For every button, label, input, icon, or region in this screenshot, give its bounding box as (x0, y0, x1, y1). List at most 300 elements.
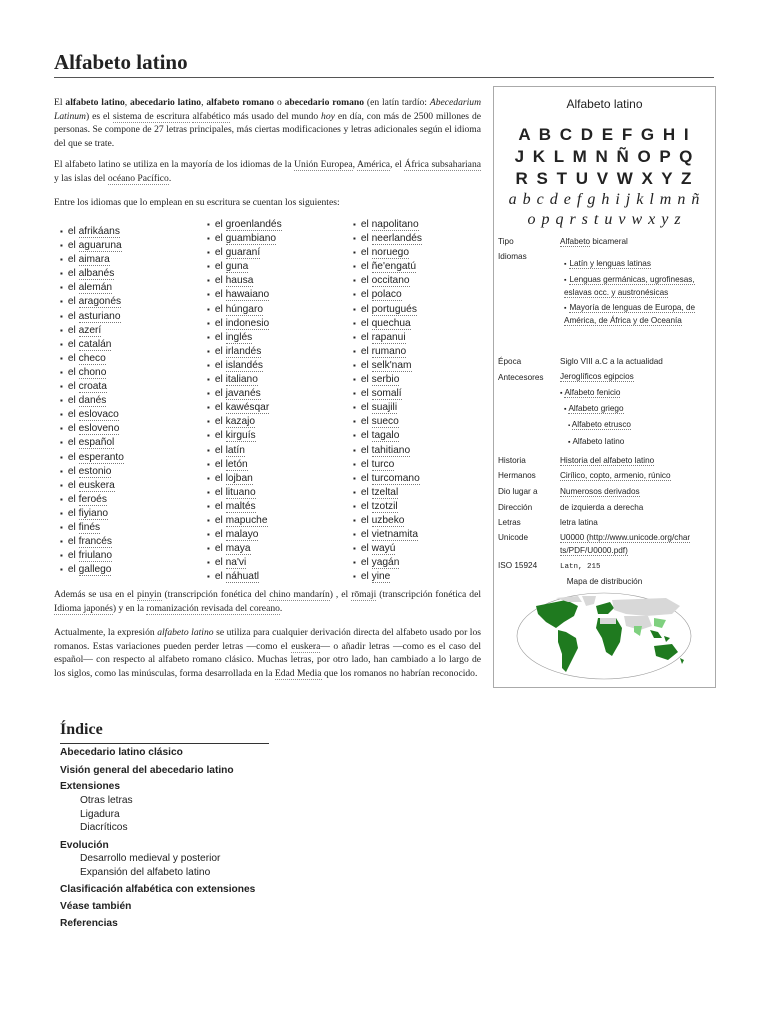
lowercase-letters-row: o p q r s t u v w x y z (527, 211, 682, 228)
link-pinyin[interactable]: pinyin (137, 589, 162, 600)
language-link[interactable]: lojban (225, 472, 253, 484)
language-article: el (214, 500, 226, 512)
language-link[interactable]: portugués (371, 303, 417, 315)
language-article: el (67, 465, 79, 477)
language-article: el (214, 402, 226, 414)
language-link[interactable]: alemán (78, 282, 113, 294)
language-link[interactable]: danés (78, 395, 107, 407)
language-article: el (214, 275, 226, 287)
romanization-paragraph (54, 588, 481, 615)
language-link[interactable]: islandés (225, 359, 263, 371)
language-list-item (207, 317, 282, 331)
language-link[interactable]: hausa (225, 275, 254, 287)
language-article: el (360, 388, 372, 400)
epoca-value: Siglo VIII a.C a la actualidad (560, 357, 663, 366)
language-link[interactable]: checo (78, 352, 106, 364)
language-link[interactable]: serbio (371, 374, 400, 386)
language-list-item (207, 288, 282, 302)
language-article: el (214, 219, 226, 230)
language-link[interactable]: inglés (225, 331, 253, 343)
language-list-item (353, 218, 422, 232)
link-unicode[interactable] (560, 533, 690, 556)
language-list-item (353, 458, 422, 472)
language-link[interactable]: somalí (371, 388, 402, 400)
language-article: el (214, 529, 226, 541)
language-article: el (214, 514, 226, 526)
language-list-item (207, 444, 282, 458)
language-list-item (353, 542, 422, 556)
text: se utiliza para cualquier derivación directa del alfabeto usado por los romanos. Estas variaciones pueden perder letras —como el (54, 627, 481, 652)
language-link[interactable]: tzotzil (371, 500, 398, 512)
language-list-item (207, 556, 282, 570)
link-euskera[interactable]: euskera (291, 640, 321, 652)
letras-value: letra latina (560, 518, 598, 527)
antecesores-label: Antecesores (498, 373, 544, 382)
language-link[interactable]: malayo (225, 529, 259, 541)
language-list-item (353, 429, 422, 443)
language-link[interactable]: neerlandés (371, 233, 423, 245)
language-link[interactable]: letón (225, 458, 248, 470)
language-list-item (207, 429, 282, 443)
text: ) y en la (112, 602, 147, 614)
language-link[interactable]: napolitano (371, 219, 419, 230)
language-article: el (67, 451, 79, 463)
language-list-item (60, 310, 124, 324)
language-link[interactable]: vietnamita (371, 529, 419, 541)
language-link[interactable]: groenlandés (225, 219, 282, 230)
letras-label: Letras (498, 518, 521, 527)
text: — o añadir letras —como es el caso del español— con respecto al alfabeto romano clásico. Muchas letras, por otro lado, han cambiado a lo largo de los siglos, como las minúsculas, forma desarrollada en la (54, 640, 481, 679)
language-list-item (207, 218, 282, 232)
text: U0000 (http://www.unicode.org/char (560, 533, 691, 542)
language-list-item (207, 458, 282, 472)
language-article: el (67, 366, 79, 378)
language-link[interactable]: guna (225, 261, 249, 273)
language-link[interactable]: fiyiano (78, 507, 109, 519)
language-list-item (207, 274, 282, 288)
language-article: el (360, 571, 372, 583)
text: (transcripción fonética del (376, 589, 481, 600)
language-list-col2 (207, 218, 282, 584)
language-list-item (207, 359, 282, 373)
toc-item-vision-general[interactable]: Visión general del abecedario latino (60, 765, 234, 776)
link-africa-subsahariana[interactable]: África subsahariana (404, 159, 481, 170)
language-article: el (214, 374, 226, 386)
language-article: el (360, 303, 372, 315)
language-link[interactable]: kirguís (225, 430, 256, 442)
epoca-label: Época (498, 357, 522, 366)
language-link[interactable]: kawésqar (225, 402, 270, 414)
link-alfabeto[interactable]: Alfabeto (560, 237, 591, 246)
language-list-item (60, 366, 124, 380)
toc-item-extensiones[interactable]: Extensiones (60, 781, 121, 792)
lowercase-letters-row: a b c d e f g h i j k l m n ñ (508, 191, 701, 208)
text: Alfabeto latino (572, 437, 625, 446)
language-link[interactable]: húngaro (225, 303, 263, 315)
toc-item-otras-letras[interactable]: Otras letras (80, 795, 133, 806)
language-link[interactable]: lituano (225, 486, 256, 498)
bold-term: alfabeto romano (206, 97, 275, 108)
toc-title: Índice (60, 721, 103, 738)
link-sistema-escritura[interactable]: sistema de escritura (112, 110, 190, 122)
link-derivados[interactable]: Numerosos derivados (560, 487, 640, 496)
language-list-item (60, 281, 124, 295)
link-edad-media[interactable]: Edad Media (274, 667, 322, 679)
toc-item-ligadura[interactable]: Ligadura (80, 809, 120, 820)
language-article: el (214, 416, 226, 428)
text: Además se usa en el (54, 589, 137, 600)
text: , (201, 97, 207, 108)
language-link[interactable]: gallego (78, 564, 112, 576)
bold-term: alfabeto latino (65, 97, 125, 108)
language-link[interactable]: turcomano (371, 472, 420, 484)
language-link[interactable]: kazajo (225, 416, 256, 428)
language-article: el (67, 423, 79, 435)
language-list-item (207, 232, 282, 246)
language-list-item (60, 451, 124, 465)
historia-value (560, 455, 712, 468)
language-article: el (67, 507, 79, 519)
language-link[interactable]: estonio (78, 465, 112, 477)
language-list-item (60, 324, 124, 338)
language-list-item (60, 422, 124, 436)
language-article: el (360, 472, 372, 484)
toc-item-clasificacion[interactable]: Clasificación alfabética con extensiones (60, 884, 256, 895)
text: o (274, 97, 285, 108)
language-article: el (214, 486, 226, 498)
language-article: el (214, 331, 226, 343)
language-list-item (60, 507, 124, 521)
bold-term: abecedario romano (284, 97, 365, 108)
language-article: el (360, 331, 372, 343)
direccion-label: Dirección (498, 503, 533, 512)
language-link[interactable]: italiano (225, 374, 258, 386)
language-list-item (60, 465, 124, 479)
italic-term: Abecedarium Latinum (54, 97, 481, 122)
text: , (124, 97, 131, 108)
language-link[interactable]: maya (225, 543, 251, 555)
language-link[interactable]: guaraní (225, 247, 261, 259)
language-link[interactable]: yine (371, 571, 391, 583)
uppercase-letters-row: R S T U V W X Y Z (515, 169, 694, 188)
language-list-item (207, 303, 282, 317)
idiomas-label: Idiomas (498, 252, 527, 261)
derivation-paragraph (54, 626, 481, 680)
language-link[interactable]: uzbeko (371, 514, 405, 526)
toc-item-vease-tambien[interactable]: Véase también (60, 901, 132, 912)
language-link[interactable]: finés (78, 521, 101, 533)
language-list-item (60, 436, 124, 450)
title-divider (54, 77, 714, 78)
language-list-item (60, 295, 124, 309)
language-article: el (67, 409, 79, 421)
language-list-item (60, 239, 124, 253)
language-list-item (353, 500, 422, 514)
language-article: el (360, 514, 372, 526)
text: más usado del mundo (230, 110, 322, 122)
language-link[interactable]: catalán (78, 338, 112, 350)
language-article: el (360, 374, 372, 386)
language-article: el (67, 310, 79, 322)
language-link[interactable]: friulano (78, 550, 113, 562)
language-list-item (353, 387, 422, 401)
language-link[interactable]: asturiano (78, 310, 121, 322)
language-link[interactable]: sueco (371, 416, 399, 428)
language-article: el (360, 359, 372, 371)
language-list-item (60, 267, 124, 281)
language-list-item (60, 521, 124, 535)
toc-item-referencias[interactable]: Referencias (60, 918, 118, 929)
language-list-item (353, 274, 422, 288)
language-list-item (207, 401, 282, 415)
language-link[interactable]: indonesio (225, 317, 270, 329)
language-list-item (60, 493, 124, 507)
text: El alfabeto latino se utiliza en la mayoría de los idiomas de la (54, 159, 295, 170)
language-link[interactable]: occitano (371, 275, 410, 287)
language-article: el (360, 233, 372, 245)
uppercase-letters-row: J K L M N Ñ O P Q (514, 147, 695, 166)
language-article: el (360, 261, 372, 273)
language-article: el (360, 444, 372, 456)
language-list-item (353, 331, 422, 345)
language-link[interactable]: chono (78, 366, 107, 378)
iso-value: Latn, 215 (560, 563, 601, 571)
toc-item-evolucion[interactable]: Evolución (60, 840, 109, 851)
text: (en latín tardío: (364, 97, 430, 108)
language-link[interactable]: irlandés (225, 345, 262, 357)
language-list-item (60, 408, 124, 422)
language-article: el (360, 219, 372, 230)
language-article: el (360, 402, 372, 414)
language-list-item (207, 542, 282, 556)
text: , el (390, 159, 405, 170)
language-article: el (214, 345, 226, 357)
dio-value (560, 486, 712, 499)
language-link[interactable]: esloveno (78, 423, 120, 435)
language-link[interactable]: croata (78, 381, 107, 393)
toc-item-diacriticos[interactable]: Diacríticos (80, 822, 128, 833)
link-alfabeto-fenicio[interactable]: Alfabeto fenicio (564, 388, 621, 397)
language-article: el (360, 416, 372, 428)
language-link[interactable]: euskera (78, 479, 115, 491)
direccion-value: de izquierda a derecha (560, 503, 644, 512)
language-list-item (60, 225, 124, 239)
dio-label: Dio lugar a (498, 487, 538, 496)
language-list-item (353, 514, 422, 528)
language-link[interactable]: tzeltal (371, 486, 399, 498)
link-romaji[interactable]: rōmaji (351, 589, 377, 600)
language-link[interactable]: francés (78, 536, 113, 548)
language-article: el (67, 479, 79, 491)
language-list-item (207, 514, 282, 528)
link-alfabeto-etrusco[interactable]: Alfabeto etrusco (571, 420, 631, 429)
link-alfabeto-griego[interactable]: Alfabeto griego (568, 404, 624, 413)
language-link[interactable]: polaco (371, 289, 402, 301)
language-article: el (67, 240, 79, 252)
language-article: el (214, 247, 226, 259)
language-article: el (67, 282, 79, 294)
language-list-col1 (60, 225, 124, 577)
language-list-item (353, 246, 422, 260)
language-link[interactable]: tahitiano (371, 444, 411, 456)
language-article: el (214, 303, 226, 315)
language-article: el (67, 296, 79, 308)
language-list-item (353, 359, 422, 373)
link-chino-mandarin[interactable]: chino mandarín (269, 589, 330, 600)
language-list-item (207, 246, 282, 260)
language-article: el (67, 550, 79, 562)
language-article: el (214, 472, 226, 484)
language-link[interactable]: aragonés (78, 296, 122, 308)
intro-paragraph (54, 96, 481, 150)
language-link[interactable]: latín (225, 444, 245, 456)
language-link[interactable]: turco (371, 458, 395, 470)
language-article: el (214, 317, 226, 329)
language-list-col3 (353, 218, 422, 584)
language-list-item (207, 345, 282, 359)
language-link[interactable]: rumano (371, 345, 407, 357)
language-link[interactable]: feroés (78, 493, 107, 505)
text: y las islas del (54, 172, 108, 184)
language-article: el (67, 521, 79, 533)
text: ) es el (86, 110, 113, 122)
language-link[interactable]: tagalo (371, 430, 400, 442)
language-link[interactable]: mapuche (225, 514, 268, 526)
language-article: el (360, 458, 372, 470)
text: . (279, 602, 283, 614)
language-link[interactable]: albanés (78, 268, 115, 280)
toc-item-desarrollo-medieval[interactable]: Desarrollo medieval y posterior (80, 853, 221, 864)
language-article: el (67, 324, 79, 336)
language-article: el (67, 395, 79, 407)
antecesor-item: ▪ Alfabeto fenicio (560, 388, 621, 397)
language-link[interactable]: afrikáans (78, 226, 120, 237)
link-america[interactable]: América (357, 159, 391, 170)
link-hermanos[interactable]: Cirílico, copto, armenio, rúnico (560, 471, 671, 480)
link-jeroglificos[interactable]: Jeroglíficos egipcios (560, 372, 634, 381)
language-article: el (360, 543, 372, 555)
language-list-item (353, 373, 422, 387)
historia-label: Historia (498, 456, 526, 465)
language-link[interactable]: esperanto (78, 451, 124, 463)
language-article: el (360, 247, 372, 259)
language-link[interactable]: azerí (78, 324, 102, 336)
language-list-item (60, 549, 124, 563)
language-list-item (60, 535, 124, 549)
language-list-item (353, 345, 422, 359)
language-list-item (353, 401, 422, 415)
language-list-item (353, 303, 422, 317)
language-list-item (353, 472, 422, 486)
language-list-item (353, 486, 422, 500)
language-article: el (67, 381, 79, 393)
language-link[interactable]: selk'nam (371, 359, 412, 371)
usage-paragraph (54, 158, 481, 185)
link-mayoria-lenguas[interactable]: Mayoría de lenguas de Europa, de América, de África y de Oceanía (564, 302, 696, 325)
language-link[interactable]: eslovaco (78, 409, 119, 421)
language-list-item (207, 500, 282, 514)
language-list-item (353, 415, 422, 429)
text: en día, con más de 2500 millones de personas. Se compone de 27 letras principales, más ciertas modificaciones y letras adicionales según el idioma del que se trate. (54, 110, 482, 149)
language-article: el (214, 233, 226, 245)
language-list-item (60, 479, 124, 493)
language-link[interactable]: ñe'engatú (371, 261, 417, 273)
text: (transcripción fonética del (161, 589, 270, 600)
language-link[interactable]: náhuatl (225, 571, 260, 583)
language-article: el (214, 444, 226, 456)
language-article: el (67, 268, 79, 280)
language-list-item (207, 570, 282, 584)
language-link[interactable]: quechua (371, 317, 411, 329)
tipo-value (560, 236, 712, 249)
language-link[interactable]: yagán (371, 557, 400, 569)
language-article: el (360, 500, 372, 512)
tipo-label: Tipo (498, 237, 514, 246)
language-link[interactable]: wayú (371, 543, 396, 555)
language-article: el (67, 254, 79, 266)
language-article: el (214, 557, 226, 569)
language-link[interactable]: na'vi (225, 557, 247, 569)
link-idioma-japones[interactable]: Idioma japonés (54, 602, 113, 614)
idiomas-value (564, 258, 712, 328)
language-list-item (353, 556, 422, 570)
language-article: el (214, 261, 226, 273)
antecesores-value (560, 371, 712, 384)
link-lenguas-germanicas[interactable]: Lenguas germánicas, ugrofinesas, eslavas occ. y austronésicas (564, 274, 695, 297)
link-alfabetico[interactable]: alfabético (192, 110, 231, 122)
language-link[interactable]: guambiano (225, 233, 277, 245)
iso-label: ISO 15924 (498, 561, 538, 570)
link-oceano-pacifico[interactable]: océano Pacífico (107, 172, 169, 184)
language-link[interactable]: noruego (371, 247, 409, 259)
language-list-item (207, 373, 282, 387)
language-list-item (207, 415, 282, 429)
link-union-europea[interactable]: Unión Europea (294, 159, 353, 170)
text: bicameral (590, 237, 628, 246)
unicode-label: Unicode (498, 533, 529, 542)
language-list-item (207, 472, 282, 486)
language-link[interactable]: rapanui (371, 331, 406, 343)
antecesor-item: ▪ Alfabeto etrusco (568, 420, 631, 429)
language-article: el (214, 543, 226, 555)
link-historia[interactable]: Historia del alfabeto latino (560, 456, 655, 465)
italic-term: hoy (321, 110, 335, 122)
language-article: el (214, 571, 226, 583)
language-link[interactable]: español (78, 437, 115, 449)
language-list-item (60, 253, 124, 267)
link-latin-lenguas[interactable]: Latín y lenguas latinas (569, 259, 651, 268)
language-list-item (207, 486, 282, 500)
language-link[interactable]: aimara (78, 254, 110, 266)
language-link[interactable]: suajili (371, 402, 398, 414)
language-link[interactable]: hawaiano (225, 289, 270, 301)
language-list-item (353, 570, 422, 584)
italic-term: alfabeto latino (157, 627, 214, 638)
language-link[interactable]: javanés (225, 388, 261, 400)
language-link[interactable]: aguaruna (78, 240, 122, 252)
hermanos-value (560, 470, 712, 483)
language-link[interactable]: maltés (225, 500, 256, 512)
link-romanizacion-coreano[interactable]: romanización revisada del coreano (146, 602, 280, 614)
uppercase-letters-row: A B C D E F G H I (518, 125, 691, 144)
languages-intro: Entre los idiomas que lo emplean en su escritura se cuentan los siguientes: (54, 197, 340, 208)
toc-item-expansion[interactable]: Expansión del alfabeto latino (80, 867, 211, 878)
language-list-item (60, 394, 124, 408)
language-article: el (360, 345, 372, 357)
toc-item-abecedario-clasico[interactable]: Abecedario latino clásico (60, 747, 183, 758)
language-list-item (207, 387, 282, 401)
text: , (352, 159, 357, 170)
